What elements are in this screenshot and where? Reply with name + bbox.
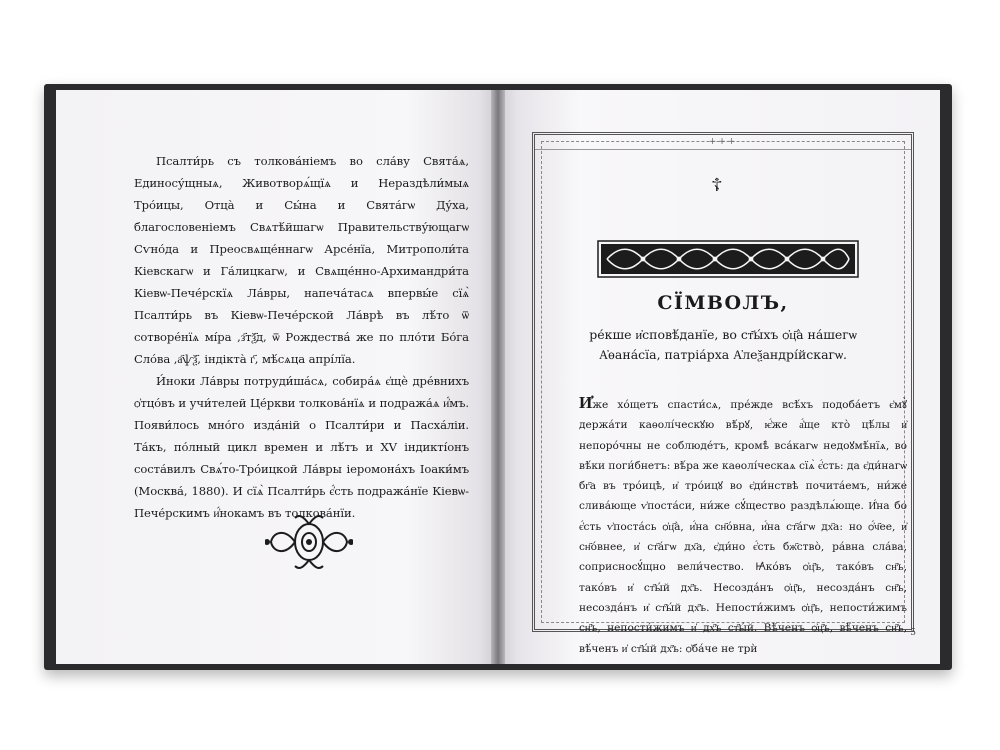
page-subtitle: ре́кше и҆сповѣ́данїе, во ст҃ы́хъ ѻ҆ц҃а̀ на́шегѡ А҆ѳана́сїа, патріа́рха А҆леѯандрі́йскагѡ. [589,327,857,362]
left-paragraph-1: Псалти́рь съ толкова́ніемъ во сла́ву Свята́ѧ, Единосу́щныѧ, Животворѧ́щїѧ и Нераздѣли́мыѧ Тро́ицы, Отца̀ и Сы́на и Свята́гѡ Ду́ха, благословеніемъ Свѧтѣ́йшагѡ Правительству́ющагѡ Сѵно́да и Преосвѧще́ннагѡ Арсе́нїа, Митрополи́та Кіевскагѡ и Га́лицкагѡ, и Свѧще́нно-Архимандри́та Кіевѡ-Пече́рскїѧ Ла́вры, напеча́тасѧ впервы́е сїѧ̀ Псалти́рь въ Кіевѡ-Пече́рской Ла́врѣ въ лѣ́то ѿ сотворе́нїѧ мі́ра ,з҃тѯ҃д, ѿ Рождества́ же по пло́ти Бо́га Сло́ва ,а҃ѱѯ҃, індікта̀ г҃, мѣ́сѧца апрі́лїа. [134,154,469,366]
left-page [56,90,496,664]
page-title: СЇМВОЛЪ, [657,292,789,314]
book-gutter [491,90,505,664]
open-book [44,84,952,670]
left-page-text [134,150,469,524]
frame-top-mark: +++ [535,135,911,150]
floral-ornament-icon [265,510,353,574]
orthodox-cross-icon: ☦ [711,175,723,196]
drop-cap: И҆ [579,393,593,413]
headpiece-ornament-icon [597,240,859,278]
left-paragraph-2: И́ноки Ла́вры потруди́ша́сѧ, собира́ѧ є҆щѐ дре́внихъ ѻ҆тцо́въ и учи́телей Це́ркви толкова́нїѧ и подража́ѧ и҆́мъ. Появи́лось мно́го изда́ній о Псалти́ри и Пасха́ліи. Та́къ, по́лный цикл времен и лѣ́тъ и XV індикті́онъ соста́вилъ Свѧ́то-Тро́ицкой Ла́вры іеромона́хъ Іоаки́мъ (Москва́, 1880). И сїѧ̀ Псалти́рь є҆́сть подража́нїе Кіевѡ-Пече́рскимъ и҆́нокамъ въ толкова́нїи. [134,374,469,520]
right-page-text [579,393,907,659]
right-page [500,90,940,664]
right-body-text: ́же хо́щетъ спасти́сѧ, пре́жде всѣ́хъ подоба́етъ є҆мꙋ̀ держа́ти каѳолі́ческꙋю вѣ́рꙋ, ѥ҆́же а҆́ще кто̀ цѣ́лы и҆ непоро́чны не соблюде́тъ, кромѣ̀ вса́кагѡ недоꙋмѣ́нїѧ, во вѣ́ки поги́бнетъ: вѣ́ра же каѳолі́ческаѧ сїѧ̀ є҆́сть: да є҆ди́нагѡ бг҃а въ тро́ицѣ, и҆ тро́ицꙋ во є҆ди́нствѣ почита́емъ, ни́же слива́юще ѵ҆поста́си, ни́же сꙋ́щество раздѣлѧ́юще. И҆́на бо є҆́сть ѵ҆поста́сь ѻ҆ц҃а̀, и҆́на сн҃о́вна, и҆́на ст҃а́гѡ дх҃а: но ѻ҆́ч҃ее, и҆ сн҃о́внее, и҆ ст҃а́гѡ дх҃а, є҆ди́но є҆́сть бж҃ство̀, ра́вна сла́ва, соприсносꙋ́щно вели́чество. Ꙗ҆ко́въ ѻ҆ц҃ъ, тако́въ сн҃ъ, тако́въ и҆ ст҃ы́й дх҃ъ. Несозда́нъ ѻ҆ц҃ъ, несозда́нъ сн҃ъ, несозда́нъ и҆ ст҃ы́й дх҃ъ. Непости́жимъ ѻ҆ц҃ъ, непости́жимъ сн҃ъ, непости́жимъ и҆ дх҃ъ ст҃ы́й. Вѣ́ченъ ѻ҆ц҃ъ, вѣ́ченъ сн҃ъ, вѣ́ченъ и҆ ст҃ы́й дх҃ъ: ѻ҆ба́че не трѝ [579,399,907,655]
page-number: 5 [910,628,916,638]
decorative-frame [532,132,914,655]
